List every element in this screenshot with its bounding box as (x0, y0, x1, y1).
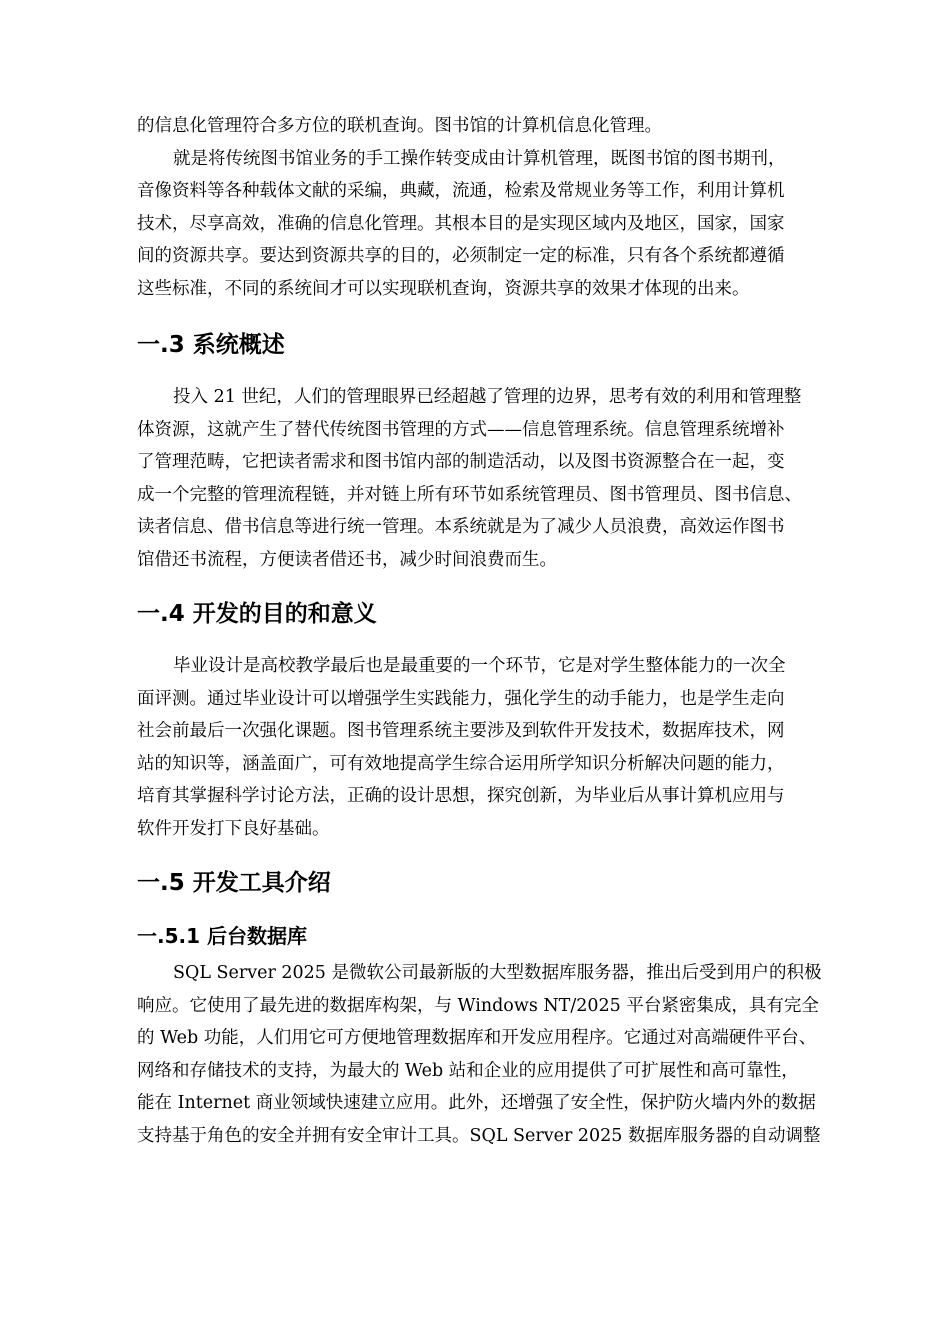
system-overview-text (137, 381, 861, 576)
text-line: 馆借还书流程，方便读者借还书，减少时间浪费而生。 (137, 549, 557, 570)
text-line: 社会前最后一次强化课题。图书管理系统主要涉及到软件开发技术，数据库技术，网 (137, 721, 785, 741)
text-line: 成一个完整的管理流程链，并对链上所有环节如系统管理员、图书管理员、图书信息、 (137, 484, 802, 505)
text-line: 面评测。通过毕业设计可以增强学生实践能力，强化学生的动手能力，也是学生走向 (137, 688, 785, 709)
text-line: 这些标准，不同的系统间才可以实现联机查询，资源共享的效果才体现的出来。 (137, 278, 750, 299)
text-line: 软件开发打下良好基础。 (137, 818, 330, 839)
text-line: 支持基于角色的安全并拥有安全审计工具。SQL Server 2025 数据库服务器的自动调整 (137, 1125, 821, 1146)
text-line: 的 Web 功能，人们用它可方便地管理数据库和开发应用程序。它通过对高端硬件平台、 (137, 1028, 817, 1048)
text-line: 培育其掌握科学讨论方法，正确的设计思想，探究创新，为毕业后从事计算机应用与 (137, 786, 785, 806)
text-line: 体资源，这就产生了替代传统图书管理的方式——信息管理系统。信息管理系统增补 (137, 419, 785, 440)
text-line: 技术，尽享高效，准确的信息化管理。其根本目的是实现区域内及地区，国家，国家 (137, 213, 785, 234)
text-line: 间的资源共享。要达到资源共享的目的，必须制定一定的标准，只有各个系统都遵循 (137, 246, 785, 266)
text-line: 音像资料等各种载体文献的采编，典藏，流通，检索及常规业务等工作，利用计算机 (137, 181, 785, 201)
text-line: 读者信息、借书信息等进行统一管理。本系统就是为了减少人员浪费，高效运作图书 (137, 517, 785, 537)
document-page (137, 110, 861, 1152)
purpose-text (137, 650, 861, 845)
text-line: SQL Server 2025 是微软公司最新版的大型数据库服务器，推出后受到用户的积极 (173, 963, 822, 983)
section-heading-dev-tools: 一.5 开发工具介绍 (137, 870, 331, 896)
text-line: 网络和存储技术的支持，为最大的 Web 站和企业的应用提供了可扩展性和高可靠性， (137, 1060, 799, 1081)
text-line: 了管理范畴，它把读者需求和图书馆内部的制造活动，以及图书资源整合在一起，变 (137, 452, 785, 472)
section-heading-system-overview: 一.3 系统概述 (137, 332, 285, 358)
subsection-heading-backend-db: 一.5.1 后台数据库 (137, 924, 307, 948)
intro-text (137, 110, 861, 305)
text-line: 就是将传统图书馆业务的手工操作转变成由计算机管理，既图书馆的图书期刊， (173, 148, 786, 169)
text-line: 投入 21 世纪，人们的管理眼界已经超越了管理的边界，思考有效的利用和管理整 (173, 387, 802, 407)
backend-db-text (137, 957, 861, 1152)
text-line: 的信息化管理符合多方位的联机查询。图书馆的计算机信息化管理。 (137, 116, 662, 136)
text-line: 站的知识等，涵盖面广，可有效地提高学生综合运用所学知识分析解决问题的能力， (137, 753, 785, 774)
text-line: 响应。它使用了最先进的数据库构架，与 Windows NT/2025 平台紧密集成，具有完全 (137, 995, 819, 1016)
section-heading-purpose: 一.4 开发的目的和意义 (137, 601, 377, 627)
text-line: 能在 Internet 商业领域快速建立应用。此外，还增强了安全性，保护防火墙内外的数据 (137, 1093, 816, 1113)
text-line: 毕业设计是高校教学最后也是最重要的一个环节，它是对学生整体能力的一次全 (173, 656, 786, 676)
